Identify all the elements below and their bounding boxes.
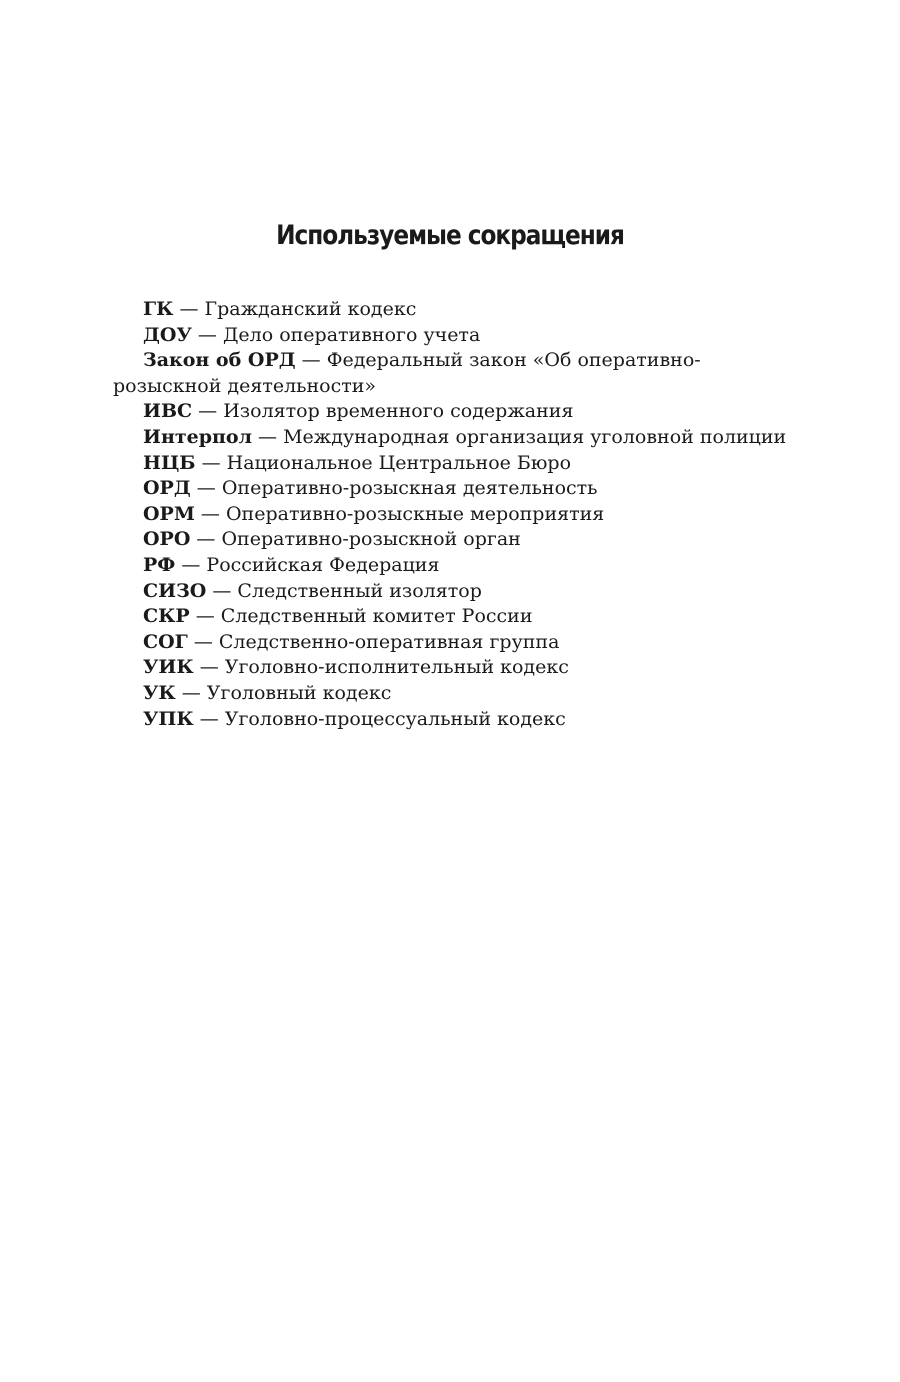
- abbreviation-entry-sog: [113, 630, 803, 656]
- abbreviation-term: УК: [143, 681, 176, 704]
- separator: —: [189, 605, 221, 628]
- separator: —: [173, 298, 205, 320]
- abbreviation-term: СОГ: [143, 630, 188, 653]
- separator: —: [193, 707, 225, 730]
- abbreviation-definition: Уголовно-исполнительный кодекс: [224, 656, 569, 679]
- abbreviation-term: ДОУ: [143, 323, 192, 346]
- abbreviation-term: Закон об ОРД: [143, 349, 296, 372]
- abbreviation-definition: Следственный комитет России: [220, 605, 533, 628]
- abbreviation-term: УИК: [143, 656, 194, 679]
- abbreviation-definition: Международная организация уголовной полиции: [283, 425, 787, 448]
- separator: —: [193, 656, 225, 679]
- abbreviation-term: Интерпол: [143, 425, 252, 448]
- separator: —: [192, 400, 224, 423]
- abbreviation-definition: Оперативно-розыскной орган: [221, 528, 521, 551]
- abbreviation-term: ОРО: [143, 528, 191, 551]
- abbreviation-term: СИЗО: [143, 579, 207, 602]
- abbreviation-entry-uk: [113, 681, 803, 707]
- abbreviation-entry-upk: [113, 707, 803, 733]
- abbreviation-term: СКР: [143, 605, 190, 628]
- separator: —: [175, 553, 207, 576]
- separator: —: [251, 425, 284, 448]
- abbreviation-entry-oro: [113, 527, 803, 553]
- abbreviation-entry-orm: [113, 502, 803, 528]
- abbreviation-entry-skr: [113, 604, 803, 630]
- separator: —: [206, 579, 238, 602]
- abbreviation-entry-gk: [113, 297, 803, 323]
- abbreviation-entry-sizo: [113, 579, 803, 605]
- abbreviation-definition: Оперативно-розыскная деятельность: [221, 477, 598, 500]
- separator: —: [190, 528, 222, 551]
- abbreviation-term: УПК: [143, 707, 194, 730]
- abbreviation-term: РФ: [143, 553, 176, 576]
- separator: —: [194, 502, 226, 525]
- abbreviation-term: ОРД: [143, 477, 191, 500]
- abbreviation-entry-ord: [113, 476, 803, 502]
- abbreviation-definition: Дело оперативного учета: [222, 323, 481, 346]
- page-title: Используемые сокращения: [276, 220, 624, 251]
- abbreviation-entry-zakon-ob-ord: [113, 348, 803, 399]
- separator: —: [175, 681, 207, 704]
- abbreviation-entry-dou: [113, 323, 803, 349]
- abbreviation-term: ГК: [143, 298, 174, 320]
- abbreviation-term: НЦБ: [143, 451, 196, 474]
- abbreviation-definition: Федеральный закон «Об оперативно-розыскной деятельности»: [113, 349, 701, 397]
- abbreviation-entry-interpol: [113, 425, 803, 451]
- separator: —: [187, 630, 219, 653]
- abbreviation-definition: Российская Федерация: [206, 553, 440, 576]
- separator: —: [191, 323, 223, 346]
- abbreviation-entry-rf: [113, 553, 803, 579]
- abbreviation-entry-uik: [113, 655, 803, 681]
- abbreviation-list: [113, 297, 803, 732]
- abbreviation-definition: Следственно-оперативная группа: [218, 630, 560, 653]
- abbreviation-entry-ivs: [113, 399, 803, 425]
- abbreviation-definition: Изолятор временного содержания: [223, 400, 574, 423]
- separator: —: [195, 451, 227, 474]
- separator: —: [295, 349, 327, 372]
- abbreviation-definition: Национальное Центральное Бюро: [226, 451, 572, 474]
- abbreviation-definition: Следственный изолятор: [237, 579, 482, 602]
- abbreviation-definition: Гражданский кодекс: [204, 298, 417, 320]
- abbreviation-definition: Уголовный кодекс: [206, 681, 392, 704]
- abbreviation-definition: Уголовно-процессуальный кодекс: [224, 707, 566, 730]
- abbreviation-term: ОРМ: [143, 502, 195, 525]
- abbreviation-entry-ncb: [113, 451, 803, 477]
- abbreviation-definition: Оперативно-розыскные мероприятия: [225, 502, 605, 525]
- separator: —: [190, 477, 222, 500]
- abbreviation-term: ИВС: [143, 400, 193, 423]
